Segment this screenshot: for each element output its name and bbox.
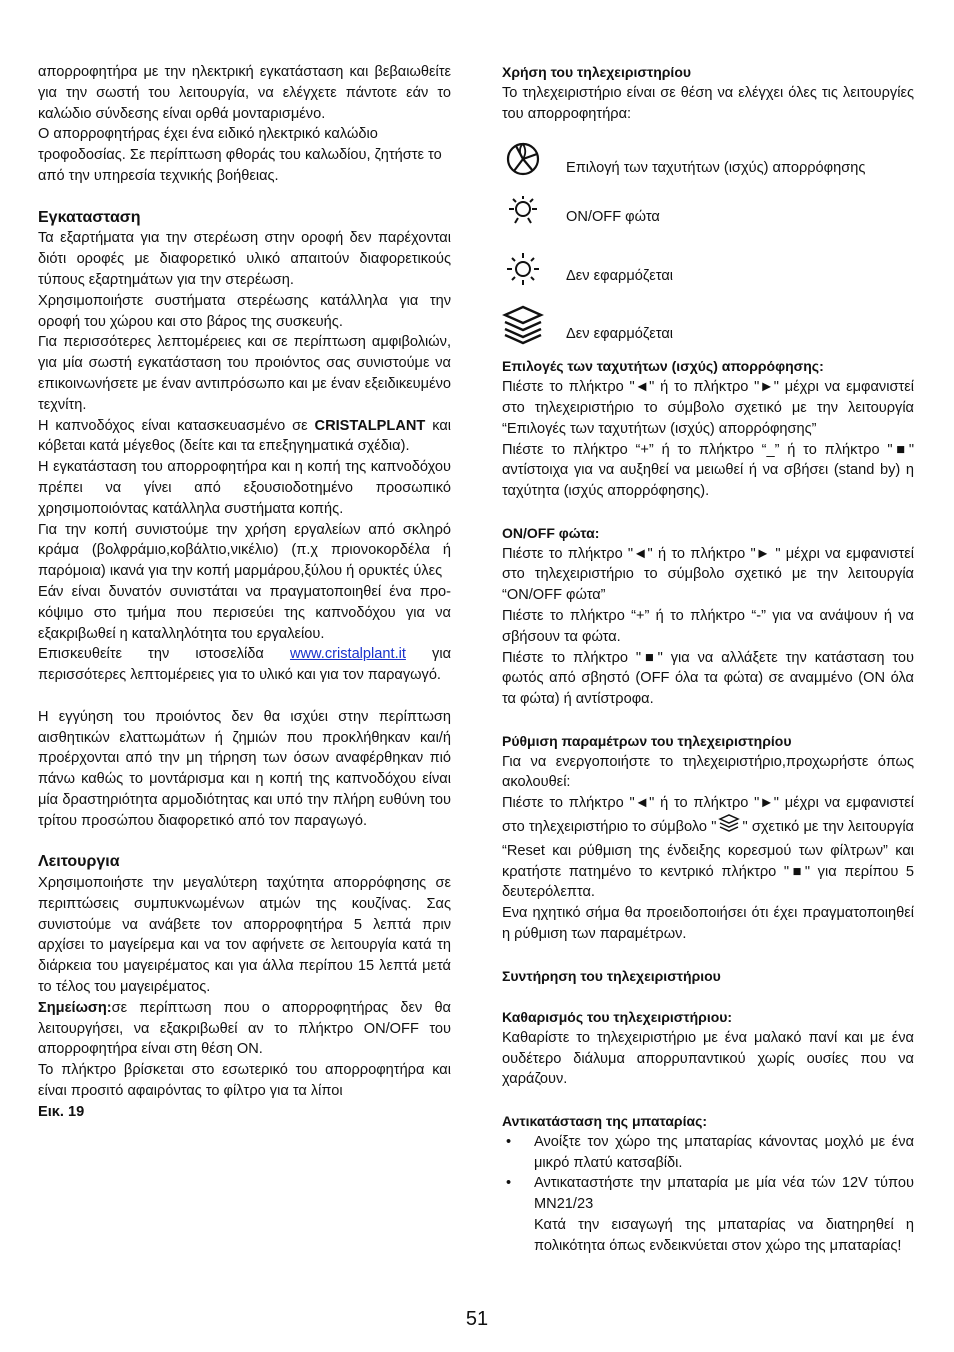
figure-reference: Εικ. 19 — [38, 1103, 85, 1120]
operation-heading: Λειτουργια — [38, 853, 120, 871]
battery-list — [502, 1132, 914, 1215]
params-heading: Ρύθμιση παραμέτρων του τηλεχειριστηρίου — [502, 732, 792, 749]
icon-row-layers — [502, 304, 914, 346]
list-item-text: Ανοίξτε τον χώρο της μπαταρίας κάνοντας μοχλό με ένα μικρό πλατύ κατσαβίδι. — [534, 1133, 914, 1171]
installation-paragraph: Για περισσότερες λεπτομέρειες και σε περίπτωση αμφιβολιών, για μία σωστή εγκατάσταση του προιόντος σας συνιστούμε να επικοινωνήσετε με έναν αντιπρόσωπο και με έναν εξειδικευμένο τεχνίτη. — [38, 334, 451, 413]
warranty-paragraph: Η εγγύηση του προιόντος δεν θα ισχύει στην περίπτωση αισθητικών ελαττωμάτων ή ζημιών που προκλήθηκαν και/ή προέρχονται από την μη τήρηση των όσων αναφέρθηκαν πιό πάνω καθώς το μοντάρισμα και η κοπή της καπνοδόχου είναι μία δραστηριότητα αρμοδιότητας και υπό την πλήρη ευθύνη του τρίτου προσώπου διαφορετικό από τον παραγωγό. — [38, 708, 451, 829]
light-paragraph: Πιέστε το πλήκτρο "◄" ή το πλήκτρο "► " μέχρι να εμφανιστεί στο τηλεχειριστήριο το σύμβολο σχετικό με την λειτουργία “ON/OFF φώτα” — [502, 545, 914, 604]
maintenance-heading: Συντήρηση του τηλεχειριστήριου — [502, 967, 721, 984]
fan-icon — [502, 138, 544, 180]
layers-icon — [502, 304, 544, 346]
button-paragraph: Το πλήκτρο βρίσκεται στο εσωτερικό του απορροφητήρα και είναι προσιτό αφαιρόντας το φίλτρο για τα λίποι — [38, 1062, 451, 1100]
params-paragraph: Ενα ηχητικό σήμα θα προειδοποιήσει ότι έχει πραγματοποιηθεί η ρύθμιση των παραμέτρων. — [502, 905, 914, 942]
icon-label: Δεν εφαρμόζεται — [566, 267, 674, 284]
list-item-text: Αντικαταστήστε την μπαταρία με μία νέα τών 12V τύπου MN21/23 — [534, 1175, 914, 1213]
params-text: " σχετικό με την λειτουργία “Reset και ρύθμιση της ένδειξης κορεσμού των φίλτρων” και κρατήστε πατημένο το κεντρικό πλήκτρο "■" για περίπου 5 δευτερόλεπτα. — [502, 818, 914, 901]
note-label: Σημείωση: — [38, 999, 112, 1016]
installation-paragraph: Χρησιμοποιήστε συστήματα στερέωσης κατάλληλα για την οροφή του χώρου και στο βάρος της συσκευής. — [38, 292, 451, 330]
list-item — [502, 1173, 914, 1215]
icon-label: Δεν εφαρμόζεται — [566, 325, 674, 342]
icon-label: Επιλογή των ταχυτήτων (ισχύς) απορρόφησης — [566, 159, 866, 176]
bullet: • — [506, 1133, 512, 1150]
page-number: 51 — [465, 1308, 489, 1330]
visit-text: Επισκευθείτε την ιστοσελίδα — [38, 646, 290, 663]
light-icon — [502, 190, 544, 232]
left-column — [38, 62, 451, 1123]
intro-paragraph: απορροφητήρα με την ηλεκτρική εγκατάσταση και βεβαιωθείτε για την σωστή του λειτουργία, να ελέγχετε πάντοτε εάν το καλώδιο σύνδεσης είναι ορθά μονταρισμένο. — [38, 64, 451, 122]
visit-text: για περισσότερες λεπτομέρειες για το υλικό και για τον παραγωγό. — [38, 646, 451, 684]
light-paragraph: Πιέστε το πλήκτρο "■" για να αλλάξετε την κατάσταση του φωτός από σβηστό (OFF όλα τα φώτα) σε αναμμένο (ON όλα τα φώτα) ή αντίστροφα. — [502, 649, 914, 708]
right-column — [502, 62, 914, 1257]
icon-label: ON/OFF φώτα — [566, 208, 660, 225]
remote-intro: Το τηλεχειριστήριο είναι σε θέση να ελέγχει όλες τις λειτουργίες του απορροφητήρα: — [502, 84, 914, 122]
installation-paragraph: Η εγκατάσταση του απορροφητήρα και η κοπή της καπνοδόχου πρέπει να γίνει από εξουσιοδοτημένο προσωπικό χρησιμοποιόντας κατάλληλα συστήματα κοπής. — [38, 459, 451, 517]
bullet: • — [506, 1175, 512, 1192]
battery-heading: Αντικατάσταση της μπαταρίας: — [502, 1113, 708, 1130]
operation-paragraph: Χρησιμοποιήστε την μεγαλύτερη ταχύτητα απορρόφησης σε περιπτώσεις συμπυκνωμένων ατμών της κουζίνας. Σας συνιστούμε να ανάβετε τον απορροφητήρα 5 λεπτά πριν αρχίσει το μαγείρεμα και να τον αφήνετε σε λειτουργία κατά τη διάρκεια του μαγειρέματος και για άλλα περίπου 15 λεπτά μετά το τέλος του μαγειρέματος. — [38, 875, 451, 996]
installation-paragraph: Εάν είναι δυνατόν συνιστάται να πραγματοποιηθεί ένα προ-κόψιμο στο τμήμα που περισεύει της καπνοδόχου για να εξακριβωθεί η καταλληλότητα του εργαλείου. — [38, 583, 451, 642]
installation-paragraph: Τα εξαρτήματα για την στερέωση στην οροφή δεν παρέχονται διότι οροφές με διαφορετικό υλικό απαιτούν διαφορετικούς τύπους εξαρτημάτων για την στερέωση. — [38, 230, 451, 288]
installation-paragraph: Για την κοπή συνιστούμε την χρήση εργαλείων από σκληρό κράμα (βολφράμιο,κοβάλτιο,νικέλιο) (π.χ πριονοκορδέλα ή παρόμοια) ικανά για την κοπή μαρμάρου,ξύλου ή ορυκτές ύλες — [38, 521, 451, 580]
sun-icon — [502, 248, 544, 290]
battery-note: Κατά την εισαγωγή της μπαταρίας να διατηρηθεί η πολικότητα όπως ενδεικνύεται στον χώρο της μπαταρίας! — [534, 1217, 914, 1254]
cristalplant-link[interactable]: www.cristalplant.it — [289, 646, 406, 663]
cleaning-paragraph: Καθαρίστε το τηλεχειριστήριο με ένα μαλακό πανί και με ένα ουδέτερο διάλυμα απορρυπαντικού χωρίς ουσίες που να χαράζουν. — [502, 1029, 914, 1088]
light-paragraph: Πιέστε το πλήκτρο “+” ή το πλήκτρο “-” για να ανάψουν ή να σβήσουν τα φώτα. — [502, 607, 914, 645]
params-text: Πιέστε το πλήκτρο "◄" ή το πλήκτρο "►" μέχρι να εμφανιστεί στο τηλεχειριστήριο το σύμβολο " — [502, 795, 914, 835]
speed-heading: Επιλογές των ταχυτήτων (ισχύς) απορρόφησης: — [502, 358, 824, 375]
params-paragraph — [502, 793, 914, 903]
hood-text: Η καπνοδόχος είναι κατασκευασμένο σε — [38, 417, 315, 434]
remote-heading: Χρήση του τηλεχειριστηρίου — [502, 64, 692, 80]
visit-paragraph — [38, 644, 451, 686]
icon-row-fan — [502, 138, 914, 180]
list-item — [502, 1132, 914, 1174]
speed-paragraph: Πιέστε το πλήκτρο “+” ή το πλήκτρο “_” ή το πλήκτρο "■" αντίστοιχα για να αυξηθεί να μειωθεί ή να σβήσει (stand by) η ταχύτητα (ισχύς απορρόφησης). — [502, 441, 914, 500]
cleaning-heading: Καθαρισμός του τηλεχειριστήριου: — [502, 1009, 733, 1026]
icon-row-light — [502, 190, 914, 232]
hood-text: και κόβεται κατά μέγεθος (δείτε και τα επεξηγηματικά σχέδια). — [38, 417, 451, 455]
light-heading: ON/OFF φώτα: — [502, 524, 600, 541]
note-text: σε περίπτωση που ο απορροφητήρας δεν θα λειτουργήσει, να εξακριβωθεί αν το πλήκτρο ON/OFF του απορροφητήρα είναι στη θέση ON. — [38, 999, 451, 1058]
params-paragraph: Για να ενεργοποιήστε το τηλεχειριστήριο,προχωρήστε όπως ακολουθεί: — [502, 753, 914, 791]
layers-icon — [716, 814, 742, 841]
icon-row-sun — [502, 248, 914, 290]
brand-name: CRISTALPLANT — [314, 417, 426, 434]
hood-paragraph — [38, 416, 451, 458]
note-paragraph — [38, 998, 451, 1060]
speed-paragraph: Πιέστε το πλήκτρο "◄" ή το πλήκτρο "►" μέχρι να εμφανιστεί στο τηλεχειριστήριο το σύμβολο σχετικό με την λειτουργία “Επιλογές των ταχυτήτων (ισχύς) απορρόφησης” — [502, 379, 914, 437]
intro-paragraph: Ο απορροφητήρας έχει ένα ειδικό ηλεκτρικό καλώδιο τροφοδοσίας. Σε περίπτωση φθοράς του καλωδίου, ζητήστε το από την υπηρεσία τεχνικής βοήθειας. — [38, 126, 442, 184]
installation-heading: Εγκατασταση — [38, 208, 141, 226]
